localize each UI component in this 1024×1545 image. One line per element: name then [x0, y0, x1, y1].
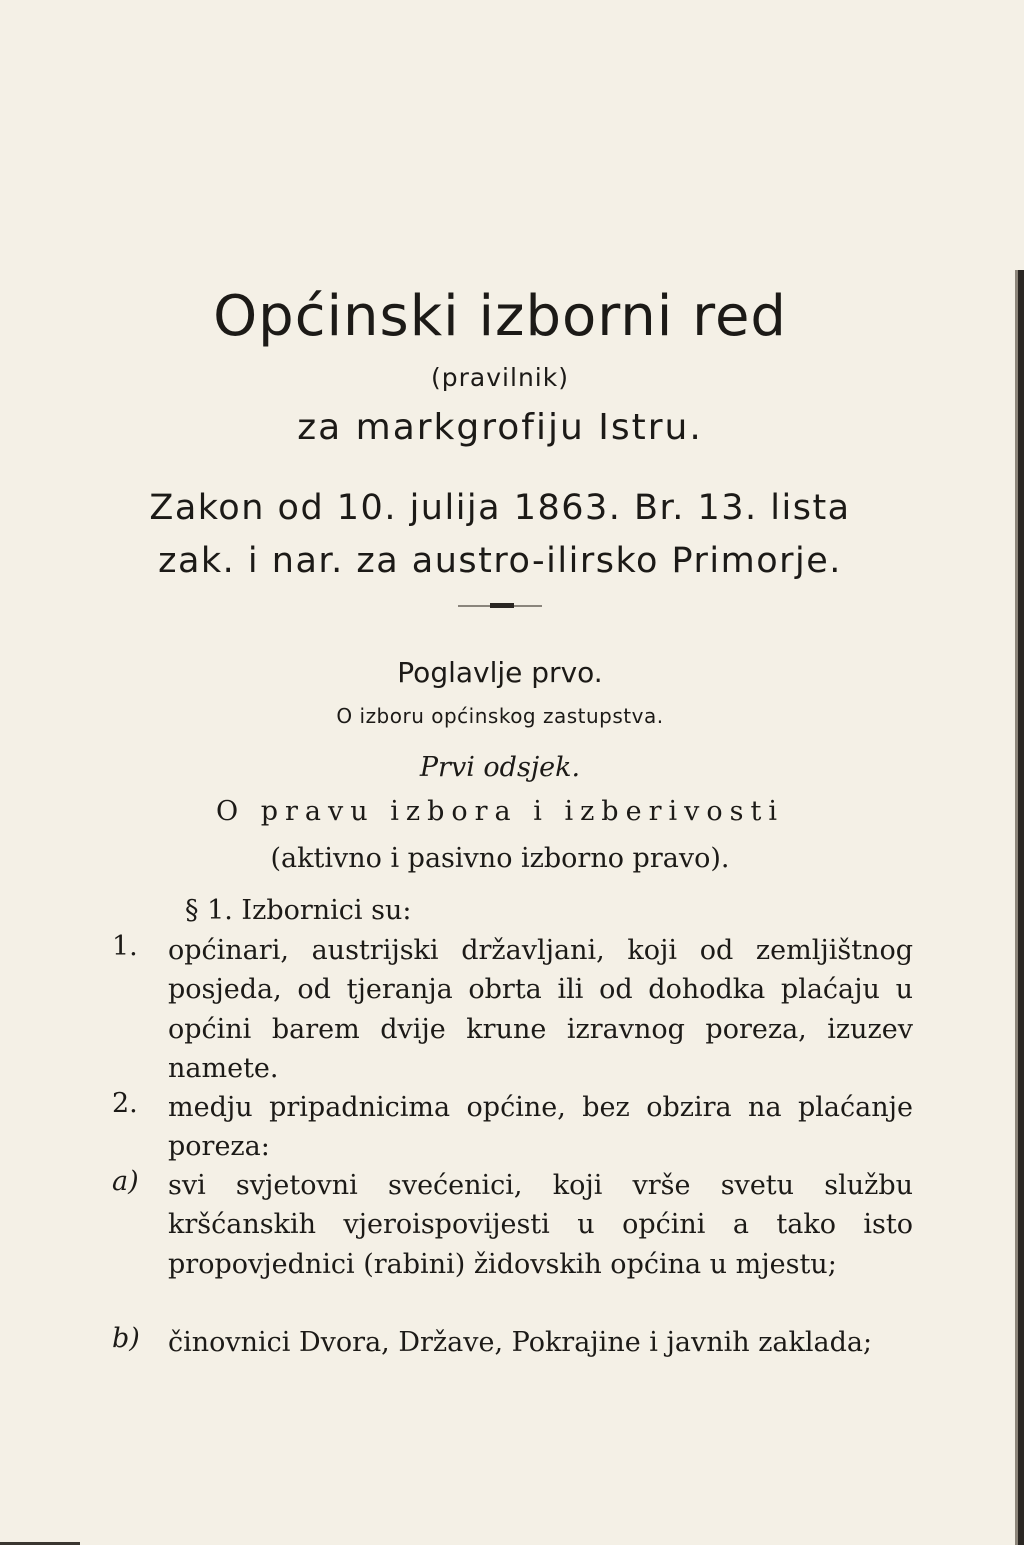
- law-reference-line-2: zak. i nar. za austro-ilirsko Primorje.: [158, 541, 842, 581]
- chapter-title: Poglavlje prvo.: [397, 656, 603, 689]
- list-item-marker: b): [112, 1323, 140, 1354]
- section-title: Prvi odsjek.: [419, 752, 581, 783]
- list-item-text: medju pripadnicima općine, bez obzira na plaćanje poreza:: [168, 1092, 913, 1163]
- list-item-marker: 1.: [112, 931, 138, 962]
- list-item-text: činovnici Dvora, Države, Pokrajine i javnih zaklada;: [168, 1327, 873, 1358]
- law-reference-line-1: Zakon od 10. julija 1863. Br. 13. lista: [149, 488, 851, 528]
- page-edge: [1018, 270, 1024, 1545]
- list-item-text: svi svjetovni svećenici, koji vrše svetu službu kršćanskih vjeroispovijesti u općini a tako isto propovjednici (rabini) židovskih općina u mjestu;: [168, 1170, 913, 1280]
- list-item-marker: 2.: [112, 1088, 138, 1119]
- section-heading: O pravu izbora i izberivosti: [216, 796, 784, 827]
- section-subheading: (aktivno i pasivno izborno pravo).: [270, 843, 730, 874]
- paragraph-intro: § 1. Izbornici su:: [185, 895, 412, 926]
- ornamental-divider-center: [490, 603, 514, 608]
- chapter-subtitle: O izboru općinskog zastupstva.: [336, 704, 664, 728]
- document-title: Općinski izborni red: [213, 284, 787, 349]
- list-item-marker: a): [112, 1166, 139, 1197]
- document-region: za markgrofiju Istru.: [297, 407, 703, 448]
- list-item-text: općinari, austrijski državljani, koji od zemljištnog posjeda, od tjeranja obrta ili od dohodka plaćaju u općini barem dvije krune izravnog poreza, izuzev namete.: [168, 935, 913, 1084]
- document-subtitle: (pravilnik): [431, 363, 569, 392]
